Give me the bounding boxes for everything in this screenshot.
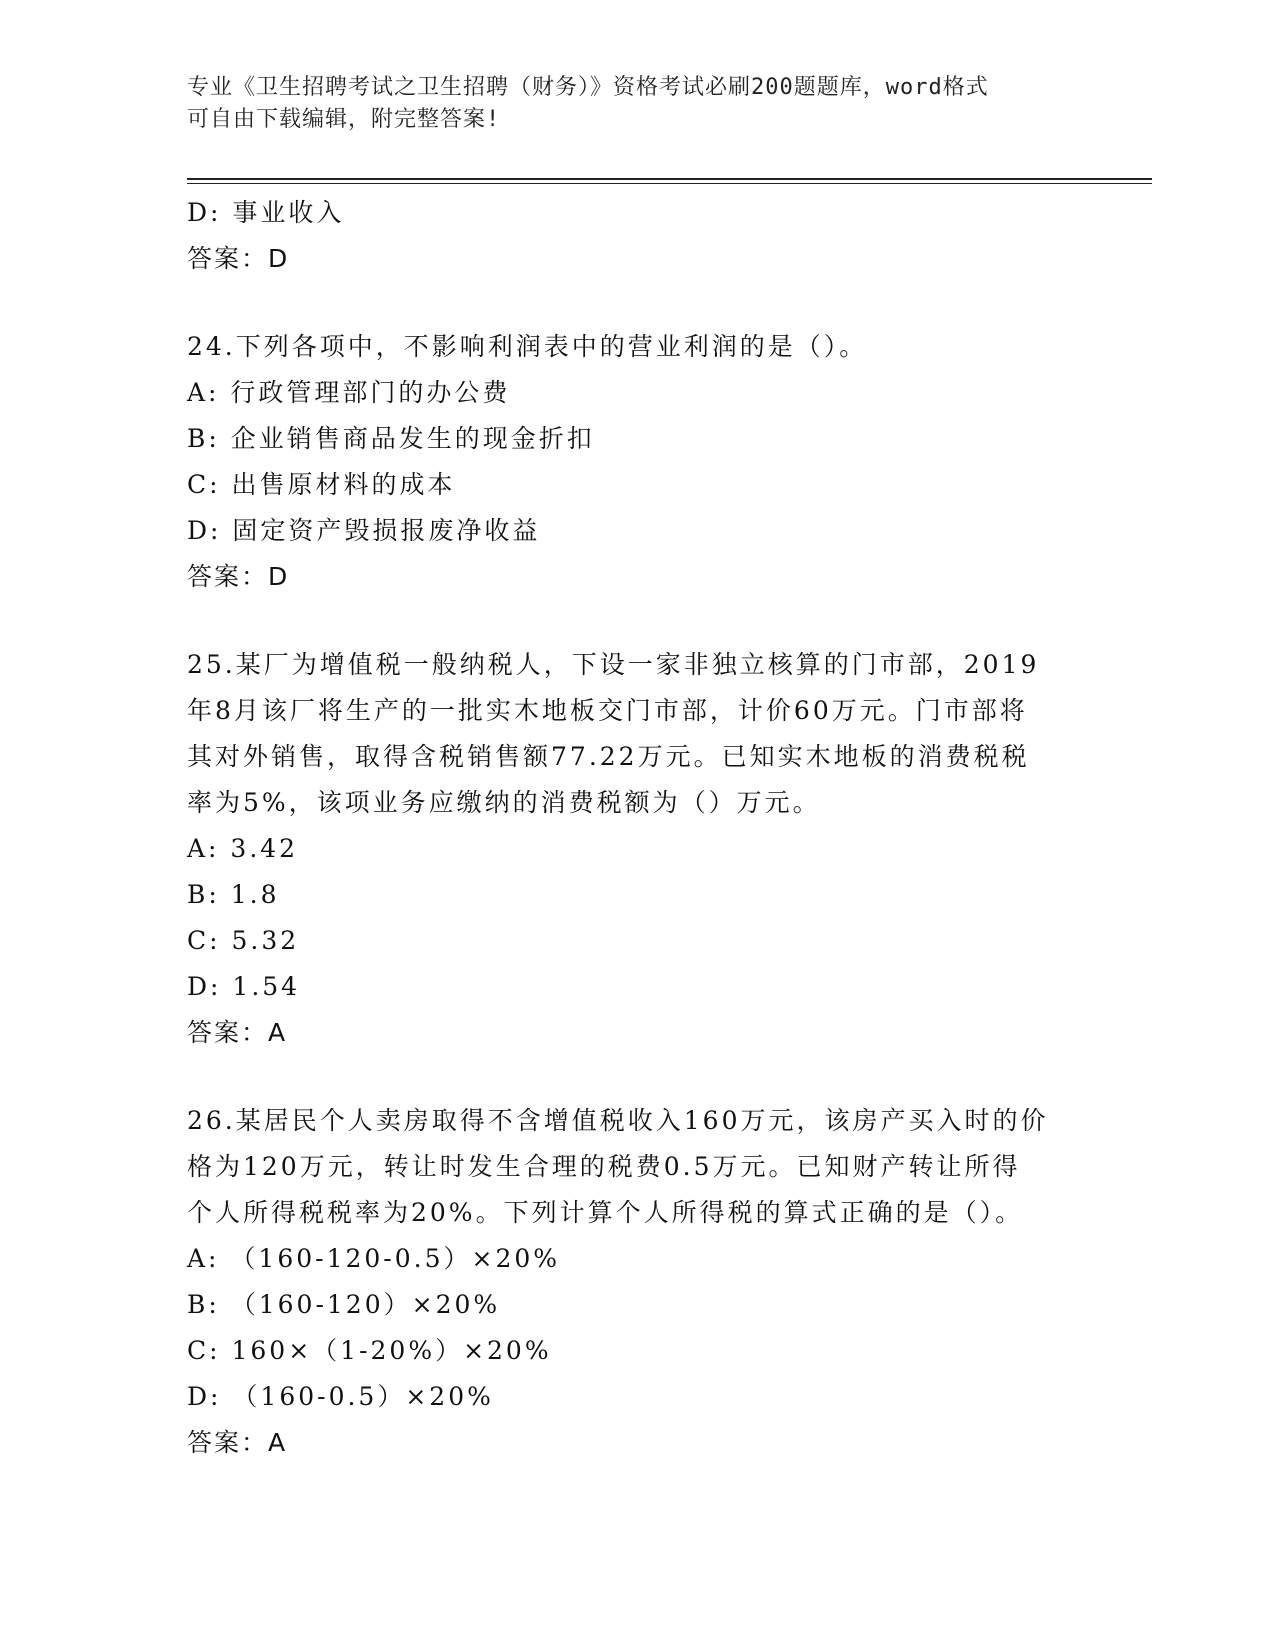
document-header [187,72,1067,136]
option-b: B: 1.8 [187,880,280,909]
option-d: D: 事业收入 [187,198,345,227]
question-24 [187,324,1087,600]
header-line-2: 可自由下载编辑，附完整答案! [187,107,501,132]
question-25 [187,642,1087,1056]
question-content [187,190,1087,1466]
option-d: D: 1.54 [187,972,301,1001]
question-stem-line: 25.某厂为增值税一般纳税人，下设一家非独立核算的门市部，2019 [187,650,1040,679]
header-divider-thick [187,178,1152,180]
option-b: B: （160-120）×20% [187,1290,501,1319]
spacer [187,600,1087,642]
spacer [187,282,1087,324]
question-stem-line: 26.某居民个人卖房取得不含增值税收入160万元，该房产买入时的价 [187,1106,1049,1135]
answer-line: 答案：D [187,562,290,591]
question-26 [187,1098,1087,1466]
option-a: A: 行政管理部门的办公费 [187,378,511,407]
header-divider-thin [187,183,1152,184]
option-c: C: 160×（1-20%）×20% [187,1336,552,1365]
option-b: B: 企业销售商品发生的现金折扣 [187,424,595,453]
answer-line: 答案：A [187,1018,288,1047]
header-line-1: 专业《卫生招聘考试之卫生招聘（财务）》资格考试必刷200题题库，word格式 [187,75,989,100]
option-c: C: 出售原材料的成本 [187,470,456,499]
answer-line: 答案：A [187,1428,288,1457]
question-stem-line: 年8月该厂将生产的一批实木地板交门市部，计价60万元。门市部将 [187,696,1028,725]
spacer [187,1056,1087,1098]
question-stem-line: 其对外销售，取得含税销售额77.22万元。已知实木地板的消费税税 [187,742,1030,771]
option-c: C: 5.32 [187,926,300,955]
answer-line: 答案：D [187,244,290,273]
option-d: D: 固定资产毁损报废净收益 [187,516,541,545]
option-d: D: （160-0.5）×20% [187,1382,494,1411]
option-a: A: 3.42 [187,834,299,863]
question-stem-line: 格为120万元，转让时发生合理的税费0.5万元。已知财产转让所得 [187,1152,1021,1181]
question-stem-line: 率为5%，该项业务应缴纳的消费税额为（）万元。 [187,788,821,817]
option-a: A: （160-120-0.5）×20% [187,1244,561,1273]
question-stem: 24.下列各项中，不影响利润表中的营业利润的是（）。 [187,332,868,361]
question-stem-line: 个人所得税税率为20%。下列计算个人所得税的算式正确的是（）。 [187,1198,1024,1227]
